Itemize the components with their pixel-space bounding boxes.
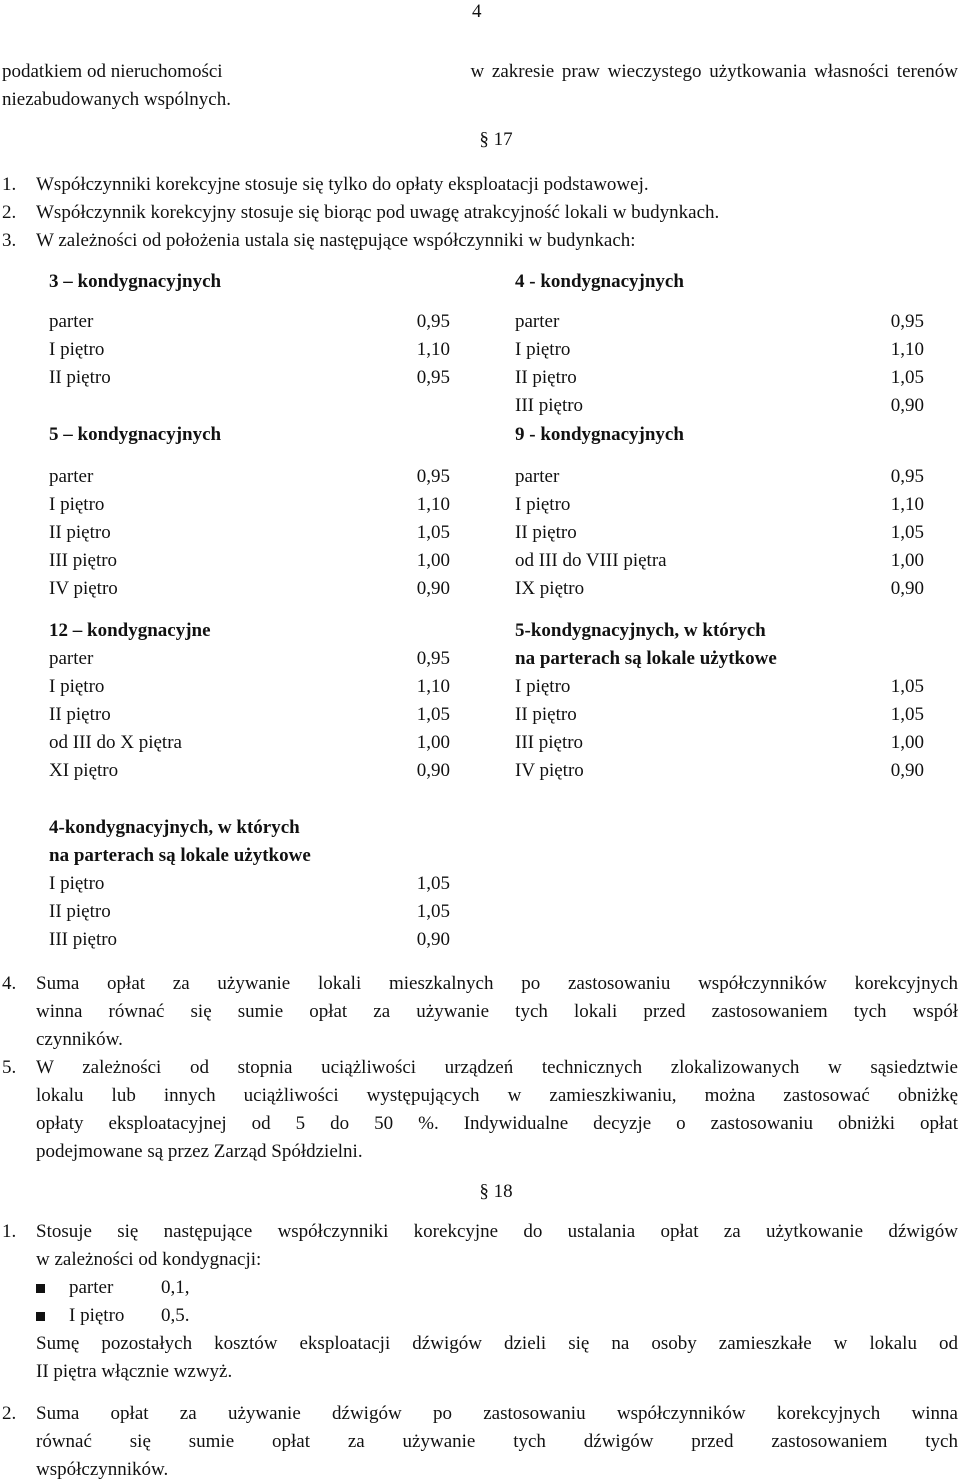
section-18-item-1 xyxy=(2,1218,958,1274)
row-value: 1,05 xyxy=(416,704,450,725)
row-value: 0,90 xyxy=(416,578,450,599)
table-row xyxy=(515,701,924,729)
group-title-line-1: 4-kondygnacyjnych, w których xyxy=(49,817,300,838)
row-label: IV piętro xyxy=(49,578,118,599)
row-value: 1,00 xyxy=(416,550,450,571)
list-item xyxy=(2,1400,958,1484)
bullet-value: 0,5. xyxy=(161,1305,190,1326)
row-value: 0,90 xyxy=(890,578,924,599)
item-number: 2. xyxy=(2,1403,17,1424)
table-row xyxy=(49,547,450,575)
row-label: I piętro xyxy=(515,339,571,360)
group-title-line-2: na parterach są lokale użytkowe xyxy=(49,845,311,866)
item-text xyxy=(36,1054,958,1166)
section-18-title: § 18 xyxy=(479,1181,513,1202)
table-row xyxy=(515,729,924,757)
group-title: 3 – kondygnacyjnych xyxy=(49,271,222,292)
text-line: podejmowane są przez Zarząd Spółdzielni. xyxy=(36,1141,363,1162)
text-line: Suma opłat za używanie lokali mieszkalnych po zastosowaniu współczynników korekcyjnych xyxy=(36,973,958,994)
row-label: I piętro xyxy=(515,676,571,697)
table-row xyxy=(49,308,450,336)
item-number: 2. xyxy=(2,202,17,223)
list-item xyxy=(2,1054,958,1166)
table-row xyxy=(49,701,450,729)
table-row xyxy=(515,364,924,392)
square-bullet-icon xyxy=(36,1312,45,1321)
table-row xyxy=(49,645,450,673)
row-label: XI piętro xyxy=(49,760,119,781)
table-row xyxy=(49,926,450,954)
table-row xyxy=(515,673,924,701)
row-label: II piętro xyxy=(49,704,111,725)
row-value: 1,10 xyxy=(890,494,924,515)
list-item xyxy=(36,1302,956,1330)
row-value: 0,95 xyxy=(890,311,924,332)
table-row xyxy=(515,575,924,603)
item-text: Współczynnik korekcyjny stosuje się biorąc pod uwagę atrakcyjność lokali w budynkach. xyxy=(36,202,720,223)
table-row xyxy=(49,575,450,603)
row-value: 0,95 xyxy=(416,311,450,332)
row-label: I piętro xyxy=(49,873,105,894)
group-title: 12 – kondygnacyjne xyxy=(49,620,211,641)
row-value: 1,10 xyxy=(890,339,924,360)
group-title: 4 - kondygnacyjnych xyxy=(515,271,684,292)
coefficient-group-3 xyxy=(49,268,450,392)
intro-line-1 xyxy=(2,58,958,86)
row-value: 0,90 xyxy=(416,760,450,781)
table-row xyxy=(49,673,450,701)
intro-line-1-left: podatkiem od nieruchomości xyxy=(2,61,223,82)
table-row xyxy=(49,491,450,519)
row-value: 1,00 xyxy=(890,550,924,571)
list-item xyxy=(2,227,958,255)
row-value: 0,95 xyxy=(416,367,450,388)
row-value: 0,95 xyxy=(416,648,450,669)
row-value: 1,00 xyxy=(890,732,924,753)
table-row xyxy=(515,392,924,420)
row-value: 0,95 xyxy=(890,466,924,487)
text-line: II piętra włącznie wzwyż. xyxy=(36,1361,233,1382)
item-text xyxy=(36,1400,958,1484)
item-text xyxy=(36,1218,958,1274)
row-label: parter xyxy=(49,648,94,669)
text-line: opłaty eksploatacyjnej od 5 do 50 %. Indywidualne decyzje o zastosowaniu obniżki opłat xyxy=(36,1113,958,1134)
row-label: II piętro xyxy=(49,367,111,388)
text-line: współczynników. xyxy=(36,1459,169,1480)
text-line: Suma opłat za używanie dźwigów po zastosowaniu współczynników korekcyjnych winna xyxy=(36,1403,958,1424)
row-label: III piętro xyxy=(515,732,584,753)
row-value: 1,05 xyxy=(890,367,924,388)
item-number: 1. xyxy=(2,1221,17,1242)
row-label: parter xyxy=(515,466,560,487)
row-label: od III do VIII piętra xyxy=(515,550,667,571)
row-value: 1,05 xyxy=(890,704,924,725)
text-line: Stosuje się następujące współczynniki korekcyjne do ustalania opłat za użytkowanie dźwigów xyxy=(36,1221,958,1242)
table-row xyxy=(515,463,924,491)
section-18-item-1-continuation xyxy=(36,1330,958,1386)
row-label: parter xyxy=(515,311,560,332)
list-item xyxy=(2,970,958,1054)
row-value: 0,90 xyxy=(890,395,924,416)
lift-coefficient-list xyxy=(36,1274,956,1330)
row-value: 1,05 xyxy=(890,676,924,697)
coefficient-group-9 xyxy=(515,421,924,603)
list-item xyxy=(2,199,958,227)
item-number: 5. xyxy=(2,1057,17,1078)
row-value: 1,10 xyxy=(416,339,450,360)
table-row xyxy=(49,463,450,491)
row-label: II piętro xyxy=(515,522,577,543)
row-label: I piętro xyxy=(49,339,105,360)
section-18-item-2 xyxy=(2,1400,958,1484)
section-17-items xyxy=(2,171,958,255)
bullet-value: 0,1, xyxy=(161,1277,190,1298)
row-label: II piętro xyxy=(515,367,577,388)
row-value: 1,05 xyxy=(890,522,924,543)
section-17-title: § 17 xyxy=(479,129,513,150)
table-row xyxy=(49,898,450,926)
row-label: II piętro xyxy=(49,522,111,543)
group-title: 5 – kondygnacyjnych xyxy=(49,424,222,445)
table-row xyxy=(515,336,924,364)
bullet-label: I piętro xyxy=(69,1305,125,1326)
row-label: parter xyxy=(49,466,94,487)
table-row xyxy=(49,870,450,898)
text-line: W zależności od stopnia uciążliwości urządzeń technicznych zlokalizowanych w sąsiedztwie xyxy=(36,1057,958,1078)
row-value: 0,90 xyxy=(416,929,450,950)
row-label: parter xyxy=(49,311,94,332)
row-label: III piętro xyxy=(515,395,584,416)
row-label: IX piętro xyxy=(515,578,585,599)
table-row xyxy=(49,729,450,757)
row-label: III piętro xyxy=(49,550,118,571)
group-title-line-2: na parterach są lokale użytkowe xyxy=(515,648,777,669)
row-value: 0,90 xyxy=(890,760,924,781)
text-line: czynników. xyxy=(36,1029,123,1050)
text-line: Sumę pozostałych kosztów eksploatacji dźwigów dzieli się na osoby zamieszkałe w lokalu od xyxy=(36,1333,958,1354)
table-row xyxy=(49,757,450,785)
intro-line-2: niezabudowanych wspólnych. xyxy=(2,89,231,110)
item-text xyxy=(36,970,958,1054)
bullet-label: parter xyxy=(69,1277,114,1298)
row-label: I piętro xyxy=(49,494,105,515)
row-label: IV piętro xyxy=(515,760,584,781)
intro-line-1-right: w zakresie praw wieczystego użytkowania własności terenów xyxy=(470,61,958,82)
table-row xyxy=(49,519,450,547)
list-item xyxy=(2,171,958,199)
table-row xyxy=(515,519,924,547)
coefficient-group-5-commercial xyxy=(515,617,924,785)
section-17-items-after xyxy=(2,970,958,1166)
coefficient-group-5 xyxy=(49,421,450,603)
row-value: 1,05 xyxy=(416,901,450,922)
row-label: I piętro xyxy=(515,494,571,515)
table-row xyxy=(515,757,924,785)
row-value: 0,95 xyxy=(416,466,450,487)
row-label: III piętro xyxy=(49,929,118,950)
row-value: 1,10 xyxy=(416,676,450,697)
row-value: 1,05 xyxy=(416,873,450,894)
intro-paragraph xyxy=(2,58,958,114)
item-text: Współczynniki korekcyjne stosuje się tylko do opłaty eksploatacji podstawowej. xyxy=(36,174,649,195)
coefficient-group-4-commercial xyxy=(49,814,450,954)
row-value: 1,10 xyxy=(416,494,450,515)
row-label: II piętro xyxy=(515,704,577,725)
table-row xyxy=(515,547,924,575)
table-row xyxy=(515,491,924,519)
square-bullet-icon xyxy=(36,1284,45,1293)
group-title-line-1: 5-kondygnacyjnych, w których xyxy=(515,620,766,641)
list-item xyxy=(2,1218,958,1274)
item-number: 4. xyxy=(2,973,17,994)
coefficient-group-4 xyxy=(515,268,924,420)
row-value: 1,00 xyxy=(416,732,450,753)
row-value: 1,05 xyxy=(416,522,450,543)
text-line: równać się sumie opłat za używanie tych dźwigów przed zastosowaniem tych xyxy=(36,1431,958,1452)
table-row xyxy=(515,308,924,336)
row-label: od III do X piętra xyxy=(49,732,182,753)
item-number: 3. xyxy=(2,230,17,251)
page-number: 4 xyxy=(472,1,482,22)
table-row xyxy=(49,336,450,364)
row-label: I piętro xyxy=(49,676,105,697)
item-number: 1. xyxy=(2,174,17,195)
table-row xyxy=(49,364,450,392)
coefficient-group-12 xyxy=(49,617,450,785)
text-line: winna równać się sumie opłat za używanie tych lokali przed zastosowaniem tych współ xyxy=(36,1001,958,1022)
list-item xyxy=(36,1274,956,1302)
row-label: II piętro xyxy=(49,901,111,922)
group-title: 9 - kondygnacyjnych xyxy=(515,424,684,445)
text-line: w zależności od kondygnacji: xyxy=(36,1249,262,1270)
text-line: lokalu lub innych uciążliwości występujących w zamieszkiwaniu, można zastosować obniżkę xyxy=(36,1085,958,1106)
item-text: W zależności od położenia ustala się następujące współczynniki w budynkach: xyxy=(36,230,636,251)
